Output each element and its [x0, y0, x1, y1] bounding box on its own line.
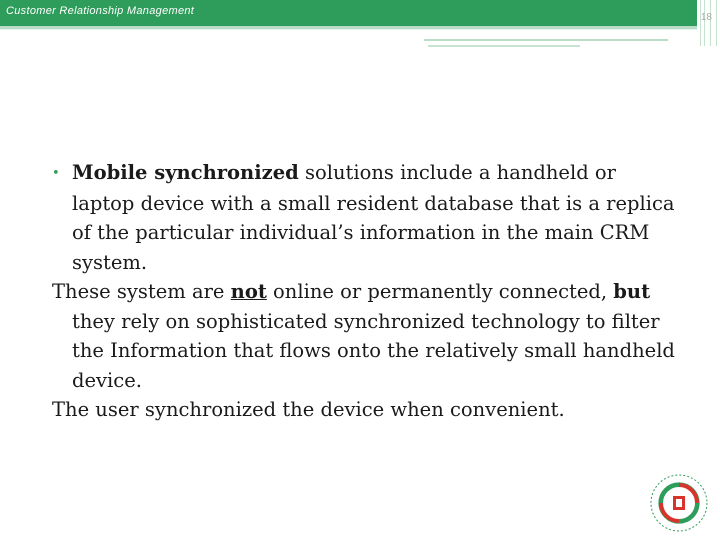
paragraph-text: solutions include a handheld or laptop device with a small resident database that is a replica of the particular individual’s information in the main CRM system.	[72, 161, 675, 274]
bullet-icon: •	[52, 166, 60, 181]
term-mobile-synchronized: Mobile synchronized	[72, 161, 299, 184]
emphasis-but: but	[613, 280, 651, 303]
header-rule-light	[0, 29, 697, 30]
paragraph-text: they rely on sophisticated synchronized technology to filter the Information that flows onto the relatively small handheld device.	[72, 309, 675, 392]
header-bar	[0, 0, 697, 26]
decorative-line	[428, 45, 580, 47]
university-logo	[648, 472, 710, 534]
paragraph-mobile-synchronized	[52, 158, 682, 277]
page-number: 18	[700, 12, 712, 23]
university-seal-icon	[648, 472, 710, 534]
decorative-line	[424, 39, 668, 41]
paragraph-not-online	[52, 277, 682, 395]
paragraph-text: online or permanently connected,	[266, 280, 614, 303]
decorative-vertical-line	[710, 0, 711, 46]
paragraph-text: The user synchronized the device when convenient.	[52, 398, 565, 421]
header-title: Customer Relationship Management	[6, 5, 195, 17]
emphasis-not: not	[230, 280, 267, 303]
slide-body	[52, 158, 682, 425]
decorative-vertical-line	[704, 0, 705, 46]
paragraph-text: These system are	[52, 280, 231, 303]
paragraph-user-synchronized	[52, 395, 682, 425]
decorative-vertical-line	[700, 0, 701, 46]
decorative-vertical-line	[716, 0, 717, 46]
